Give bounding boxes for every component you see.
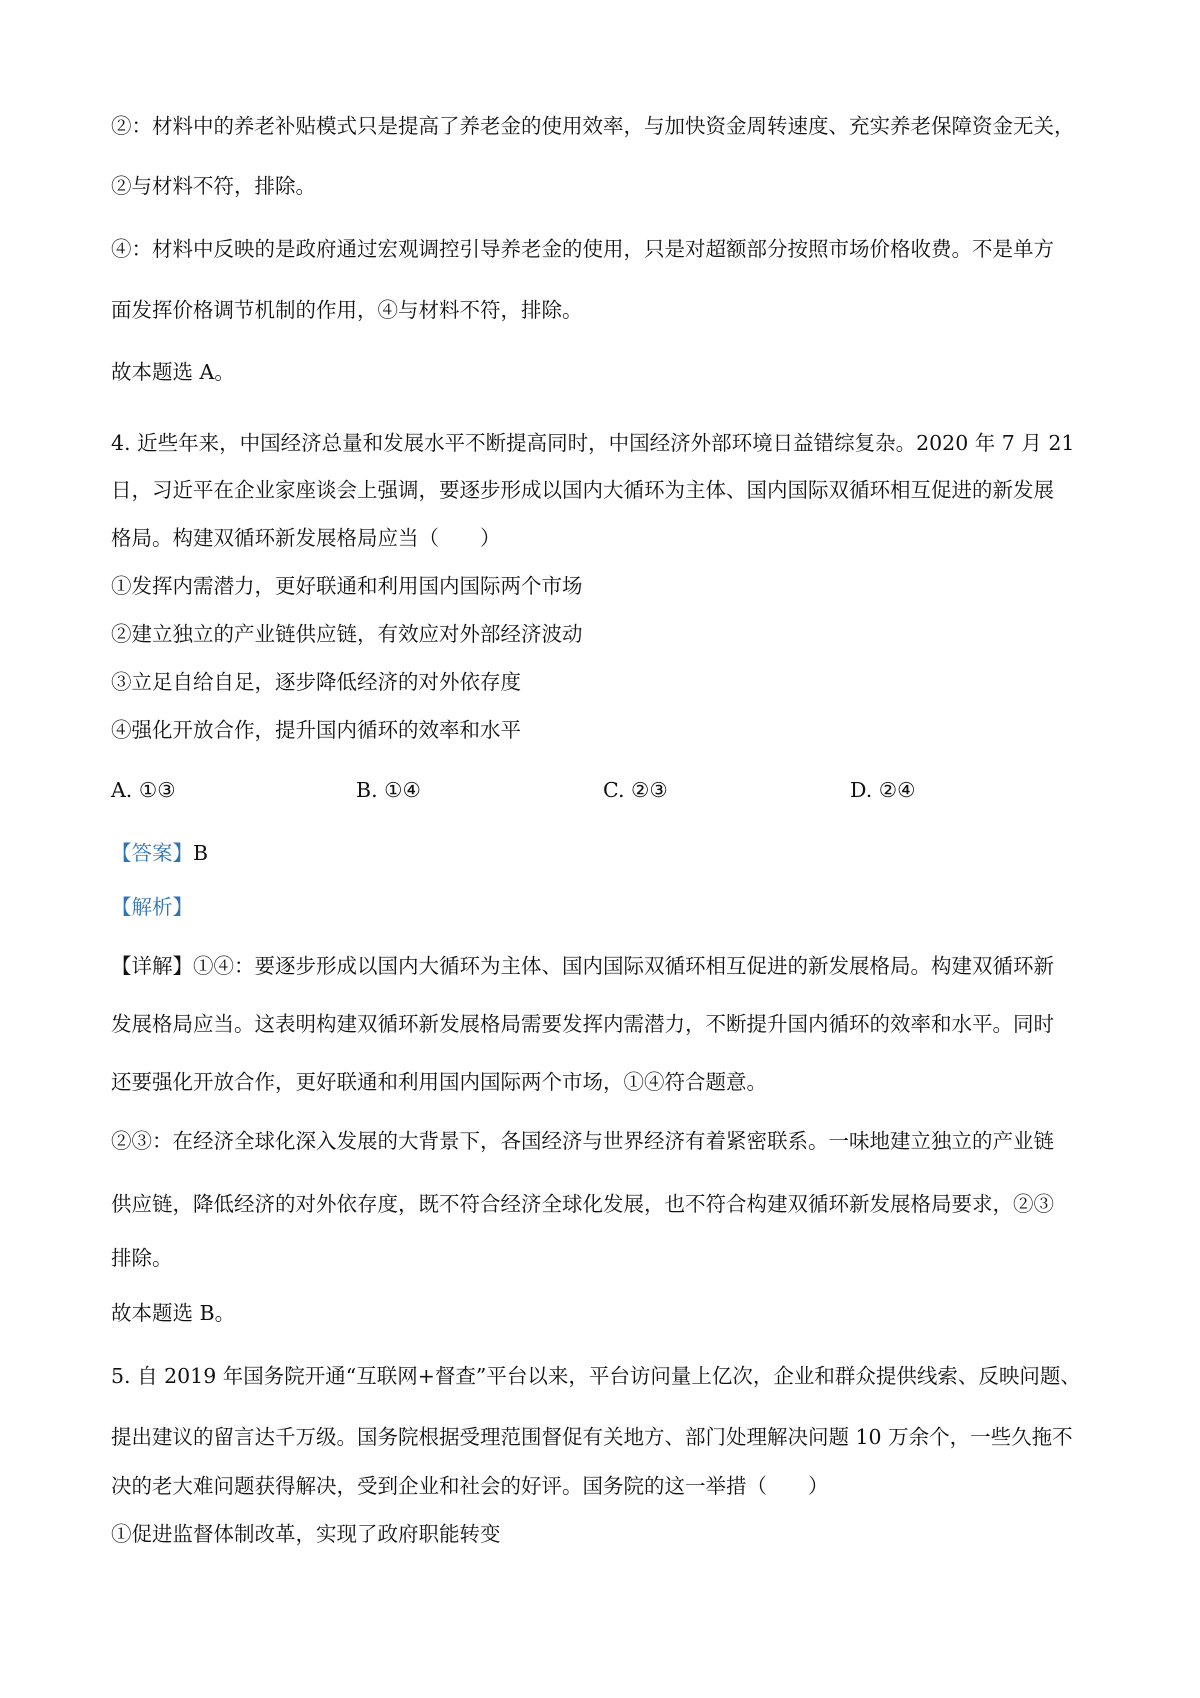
q4-stem-line-1: 4. 近些年来，中国经济总量和发展水平不断提高同时，中国经济外部环境日益错综复杂。2020 年 7 月 21 — [111, 431, 1075, 455]
analysis-item-2-line-1: ②：材料中的养老补贴模式只是提高了养老金的使用效率，与加快资金周转速度、充实养老保障资金无关， — [111, 114, 1075, 138]
q4-option-d: D. ②④ — [850, 778, 916, 802]
q5-stem-line-3: 决的老大难问题获得解决，受到企业和社会的好评。国务院的这一举措（ ） — [111, 1474, 829, 1498]
q4-analysis-23-line-2: 供应链，降低经济的对外依存度，既不符合经济全球化发展，也不符合构建双循环新发展格局要求，②③ — [111, 1192, 1054, 1216]
q4-statement-4: ④强化开放合作，提升国内循环的效率和水平 — [111, 718, 521, 742]
q4-statement-2: ②建立独立的产业链供应链，有效应对外部经济波动 — [111, 622, 583, 646]
q4-detail-line-1 — [111, 952, 1120, 980]
answer-label: 【答案】 — [111, 841, 193, 865]
detail-label: 【详解】 — [111, 954, 193, 978]
q4-detail-line-3: 还要强化开放合作，更好联通和利用国内国际两个市场，①④符合题意。 — [111, 1070, 767, 1094]
q4-option-a: A. ①③ — [111, 778, 176, 802]
q4-analysis-23-line-3: 排除。 — [111, 1246, 173, 1270]
detail-text: ①④：要逐步形成以国内大循环为主体、国内国际双循环相互促进的新发展格局。构建双循环新 — [193, 954, 1054, 978]
analysis-item-2-line-2: ②与材料不符，排除。 — [111, 174, 316, 198]
conclusion-q3: 故本题选 A。 — [111, 360, 235, 384]
q4-answer — [111, 839, 1120, 867]
analysis-label: 【解析】 — [111, 895, 193, 919]
q5-stem-line-1: 5. 自 2019 年国务院开通“互联网+督查”平台以来，平台访问量上亿次，企业和群众提供线索、反映问题、 — [111, 1364, 1081, 1388]
q4-stem-line-2: 日，习近平在企业家座谈会上强调，要逐步形成以国内大循环为主体、国内国际双循环相互促进的新发展 — [111, 478, 1054, 502]
q5-statement-1: ①促进监督体制改革，实现了政府职能转变 — [111, 1522, 501, 1546]
q4-statement-1: ①发挥内需潜力，更好联通和利用国内国际两个市场 — [111, 574, 583, 598]
q4-detail-line-2: 发展格局应当。这表明构建双循环新发展格局需要发挥内需潜力，不断提升国内循环的效率和水平。同时 — [111, 1012, 1054, 1036]
q4-analysis-23-line-1: ②③：在经济全球化深入发展的大背景下，各国经济与世界经济有着紧密联系。一味地建立独立的产业链 — [111, 1129, 1054, 1153]
q4-statement-3: ③立足自给自足，逐步降低经济的对外依存度 — [111, 670, 521, 694]
answer-value: B — [193, 841, 209, 865]
q4-option-c: C. ②③ — [603, 778, 668, 802]
conclusion-q4: 故本题选 B。 — [111, 1301, 236, 1325]
analysis-item-4-line-1: ④：材料中反映的是政府通过宏观调控引导养老金的使用，只是对超额部分按照市场价格收费。不是单方 — [111, 237, 1054, 261]
q4-stem-line-3: 格局。构建双循环新发展格局应当（ ） — [111, 526, 501, 550]
q4-option-b: B. ①④ — [356, 778, 421, 802]
q5-stem-line-2: 提出建议的留言达千万级。国务院根据受理范围督促有关地方、部门处理解决问题 10 万余个，一些久拖不 — [111, 1425, 1073, 1449]
q4-analysis-label — [111, 893, 1120, 921]
analysis-item-4-line-2: 面发挥价格调节机制的作用，④与材料不符，排除。 — [111, 298, 583, 322]
